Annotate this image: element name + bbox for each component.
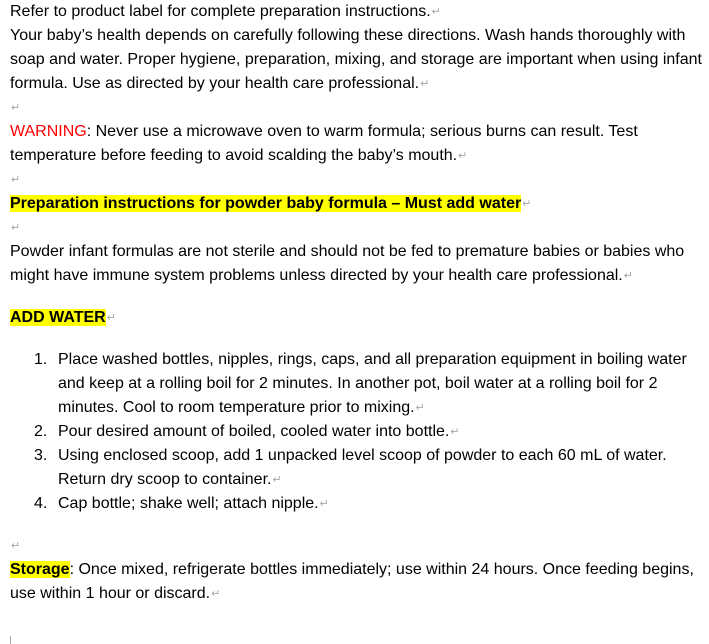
empty-paragraph	[10, 216, 705, 240]
list-item: 1. Place washed bottles, nipples, rings, caps, and all preparation equipment in boiling water and keep at a rolling boil for 2 minutes. In another pot, boil water at a rolling boil for 2 minutes. Cool to room temperature prior to mixing.↵	[34, 351, 687, 416]
paragraph-mark-icon: ↵	[211, 588, 221, 600]
spacer	[10, 516, 705, 534]
add-water-heading	[10, 306, 705, 330]
intro-line-1: Refer to product label for complete preparation instructions.↵	[10, 3, 441, 20]
storage-label: Storage	[10, 561, 70, 578]
spacer	[10, 330, 705, 348]
paragraph-mark-icon: ↵	[11, 540, 21, 552]
powder-note-paragraph: Powder infant formulas are not sterile and should not be fed to premature babies or babies who might have immune system problems unless directed by your health care professional.↵	[10, 243, 685, 284]
paragraph-mark-icon: ↵	[458, 150, 468, 162]
list-item: 2. Pour desired amount of boiled, cooled water into bottle.↵	[34, 423, 460, 440]
list-item: 4. Cap bottle; shake well; attach nipple.↵	[34, 495, 329, 512]
storage-text: : Once mixed, refrigerate bottles immediately; use within 24 hours. Once feeding begins, use within 1 hour or discard.	[10, 561, 694, 602]
intro-paragraph: Your baby’s health depends on carefully following these directions. Wash hands thoroughly with soap and water. Proper hygiene, preparation, mixing, and storage are important when using infant formula. Use as directed by your health care professional.↵	[10, 27, 702, 92]
warning-text: : Never use a microwave oven to warm formula; serious burns can result. Test temperature before feeding to avoid scalding the baby’s mouth.	[10, 123, 638, 164]
paragraph-mark-icon: ↵	[319, 498, 329, 510]
highlighted-heading: Preparation instructions for powder baby formula – Must add water	[10, 195, 522, 212]
paragraph-mark-icon: ↵	[11, 102, 21, 114]
spacer	[10, 288, 705, 306]
storage-paragraph	[10, 558, 705, 606]
paragraph-mark-icon: ↵	[522, 198, 532, 210]
warning-label: WARNING	[10, 123, 87, 140]
paragraph-mark-icon: ↵	[623, 270, 633, 282]
add-water-steps	[10, 348, 705, 516]
empty-paragraph	[10, 96, 705, 120]
paragraph-mark-icon: ↵	[11, 222, 21, 234]
document-body	[10, 0, 705, 606]
paragraph-mark-icon: ↵	[11, 174, 21, 186]
empty-paragraph	[10, 168, 705, 192]
empty-paragraph	[10, 534, 705, 558]
list-item: 3. Using enclosed scoop, add 1 unpacked level scoop of powder to each 60 mL of water. Return dry scoop to container.↵	[34, 447, 667, 488]
paragraph-mark-icon: ↵	[272, 474, 282, 486]
highlighted-heading: ADD WATER	[10, 309, 106, 326]
paragraph-mark-icon: ↵	[431, 6, 441, 18]
paragraph-mark-icon: ↵	[415, 402, 425, 414]
section-heading	[10, 192, 705, 216]
paragraph-mark-icon: ↵	[420, 78, 430, 90]
warning-paragraph	[10, 120, 705, 168]
paragraph-mark-icon: ↵	[106, 312, 116, 324]
text-cursor	[10, 636, 11, 644]
paragraph-mark-icon: ↵	[450, 426, 460, 438]
